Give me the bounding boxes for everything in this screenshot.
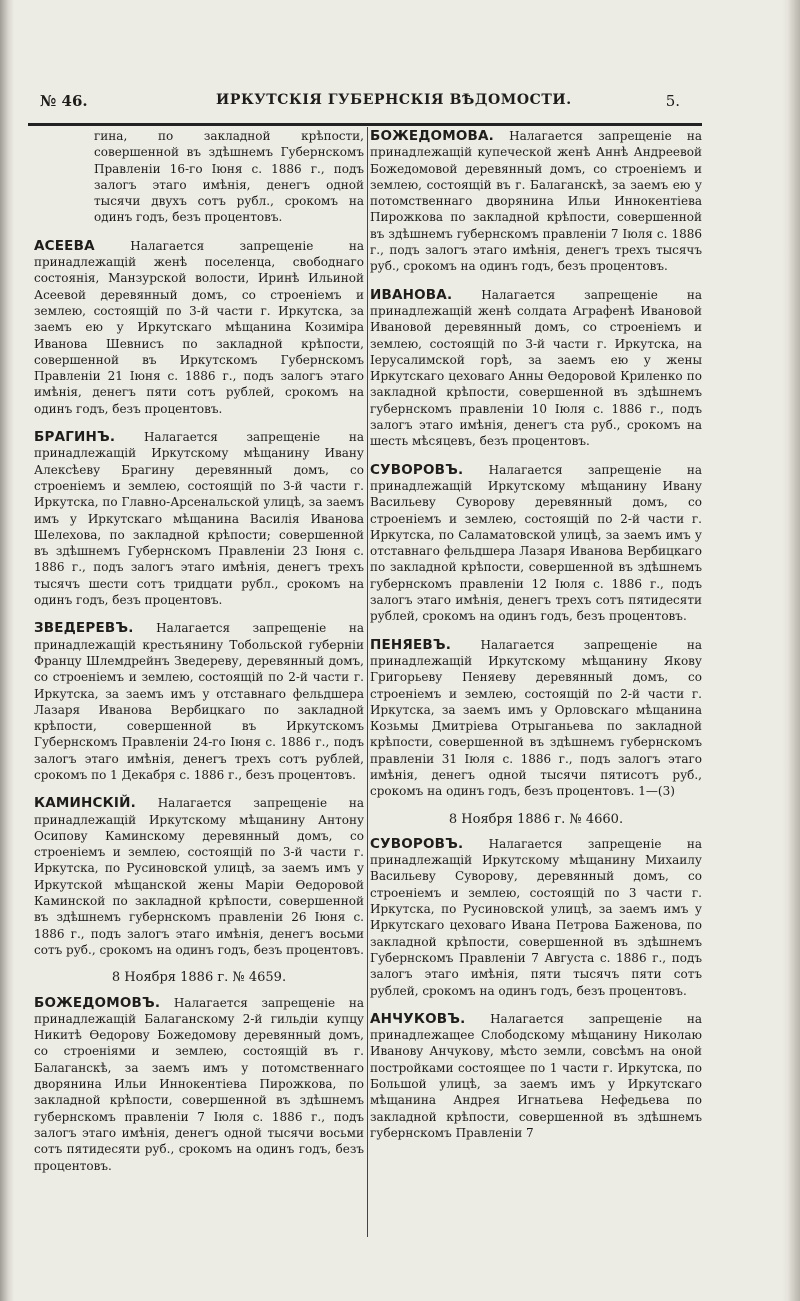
notice-entry	[34, 128, 364, 226]
notice-text: Налагается запрещеніе на принадлежащій Иркутскому мѣщанину Антону Осипову Каминскому деревянный домъ, со строеніемъ и землею, состоящій по 3-й части г. Иркутска, по Русиновской улицѣ, за заемъ имъ у Иркутской мѣщанской жены Маріи Ѳедоровой Каминской по закладной крѣпости, совершенной въ здѣшнемъ губернскомъ правленіи 26 Іюня с. 1886 г., подъ залогъ этаго имѣнія, денегъ восьми сотъ руб., срокомъ на одинъ годъ, безъ процентовъ.	[34, 796, 364, 957]
notice-surname: ПЕНЯЕВЪ.	[370, 636, 452, 653]
notice-entry	[370, 637, 702, 800]
notice-surname: СУВОРОВЪ.	[370, 835, 464, 852]
notice-surname: ЗВЕДЕРЕВЪ.	[34, 620, 134, 637]
page-header	[40, 92, 680, 116]
notice-surname: ИВАНОВА.	[370, 286, 453, 303]
notice-entry	[34, 429, 364, 608]
notice-entry	[370, 128, 702, 275]
notice-entry	[370, 287, 702, 450]
notice-entry	[370, 836, 702, 999]
notice-text: Налагается запрещеніе на принадлежащій Иркутскому мѣщанину Михаилу Васильеву Суворову, деревянный домъ, со строеніемъ и землею, состоящій по 3 части г. Иркутска, по Русиновской улицѣ, за заемъ имъ у Иркутскаго цеховаго Ивана Петрова Баженова, по закладной крѣпости, совершенной въ здѣшнемъ Губернскомъ Правленіи 7 Августа с. 1886 г., подъ залогъ этаго имѣнія, пяти тысячъ пяти сотъ рублей, срокомъ на одинъ годъ, безъ процентовъ.	[370, 836, 702, 998]
notice-surname: БОЖЕДОМОВА.	[370, 128, 494, 144]
left-column	[34, 128, 364, 1186]
notice-entry	[370, 1011, 702, 1141]
notice-surname: АСЕЕВА	[34, 237, 95, 254]
page-edge-left	[0, 0, 14, 1301]
notice-text: Налагается запрещеніе на принадлежащій Балаганскому 2-й гильдіи купцу Никитѣ Ѳедорову Божедомову деревянный домъ, со строеніями и землею, состоящій въ г. Балаганскѣ, за заемъ имъ у потомственнаго дворянина Ильи Иннокентіева Пирожкова, по закладной крѣпости, совершенной въ здѣшнемъ губернскомъ правленіи 7 Іюля с. 1886 г., подъ залогъ этаго имѣнія, денегъ одной тысячи восьми сотъ пятидесяти руб., срокомъ на одинъ годъ, безъ процентовъ.	[34, 995, 364, 1173]
notice-text: Налагается запрещеніе на принадлежащій Иркутскому мѣщанину Ивану Васильеву Суворову деревянный домъ, со строеніемъ и землею, состоящій по 2-й части г. Иркутска, по Саламатовской улицѣ, за заемъ имъ у отставнаго фельдшера Лазаря Иванова Вербицкаго по закладной крѣпости, совершенной въ здѣшнемъ губернскомъ правленіи 12 Іюля с. 1886 г., подъ залогъ этаго имѣнія, денегъ трехъ сотъ пятидесяти рублей, срокомъ на одинъ годъ, безъ процентовъ.	[370, 462, 702, 624]
right-column	[370, 128, 702, 1153]
notice-text: Налагается запрещеніе на принадлежащее Слободскому мѣщанину Николаю Ивановy Анчукову, мѣсто земли, совсѣмъ на оной постройками состоящее по 1 части г. Иркутска, по Большой улицѣ, за заемъ имъ у Иркутскаго мѣщанина Андрея Игнатьева Нефедьева по закладной крѣпости, совершенной въ здѣшнемъ губернскомъ Правленіи 7	[370, 1011, 702, 1140]
notice-text: Налагается запрещеніе на принадлежащій женѣ поселенца, свободнаго состоянія, Манзурской волости, Иринѣ Ильиной Асеевой деревянный домъ, со строеніемъ и землею, состоящій по 3-й части г. Иркутска, за заемъ ею у Иркутскаго мѣщанина Козиміра Ивановa Шевнисъ по закладной крѣпости, совершенной въ Иркутскомъ Губернскомъ Правленіи 21 Іюня с. 1886 г., подъ залогъ этаго имѣнія, денегъ пяти сотъ рублей, срокомъ на одинъ годъ, безъ процентовъ.	[34, 238, 364, 416]
page-number: 5.	[665, 92, 680, 110]
notice-entry	[34, 795, 364, 958]
notice-entry	[34, 238, 364, 417]
notice-surname: СУВОРОВЪ.	[370, 461, 464, 478]
notice-text: Налагается запрещеніе на принадлежащій женѣ солдата Аграфенѣ Ивановой Ивановой деревянный домъ, со строеніемъ и землею, состоящій по 3-й части г. Иркутска, на Іерусалимской горѣ, за заемъ ею у жены Иркутскаго цеховаго Анны Ѳедоровой Криленко по закладной крѣпости, совершенной въ здѣшнемъ губернскомъ правленіи 10 Іюля с. 1886 г., подъ залогъ этаго имѣнія, денегъ ста руб., срокомъ на шесть мѣсяцевъ, безъ процентовъ.	[370, 287, 702, 449]
notice-text: Налагается запрещеніе на принадлежащій крестьянину Тобольской губерніи Францу Шлемдрейнъ Зведереву, деревянный домъ, со строеніемъ и землею, состоящій по 2-й части г. Иркутска, за заемъ имъ у отставнаго фельдшера Лазаря Иванова Вербицкаго по закладной крѣпости, совершенной въ Иркутскомъ Губернскомъ Правленіи 24-го Іюня с. 1886 г., подъ залогъ этаго имѣнія, денегъ трехъ сотъ рублей, срокомъ по 1 Декабря с. 1886 г., безъ процентовъ.	[34, 621, 364, 782]
notice-surname: АНЧУКОВЪ.	[370, 1010, 466, 1027]
newspaper-title: ИРКУТСКІЯ ГУБЕРНСКІЯ ВѢДОМОСТИ.	[216, 92, 572, 108]
page-edge-right	[782, 0, 800, 1301]
header-rule	[28, 123, 702, 126]
column-divider	[367, 127, 368, 1237]
notice-text: Налагается запрещеніе на принадлежащій Иркутскому мѣщанину Якову Григорьеву Пеняеву деревянный домъ, со строеніемъ и землею, состоящій по 2-й части г. Иркутска, за заемъ имъ у Орловскаго мѣщанина Козьмы Дмитріева Отрыганьева по закладной крѣпости, совершенной въ здѣшнемъ губернскомъ правленіи 31 Іюля с. 1886 г., подъ залогъ этаго имѣнія, денегъ одной тысячи пятисотъ руб., срокомъ на одинъ годъ, безъ процентовъ. 1—(3)	[370, 637, 702, 799]
notice-surname: КАМИНСКІЙ.	[34, 795, 136, 812]
notice-date-number: 8 Ноября 1886 г. № 4660.	[448, 811, 624, 827]
notice-surname: БОЖЕДОМОВЪ.	[34, 994, 161, 1011]
notice-entry	[34, 995, 364, 1174]
notice-entry	[370, 462, 702, 625]
notice-date-number: 8 Ноября 1886 г. № 4659.	[111, 970, 287, 986]
notice-text: Налагается запрещеніе на принадлежащій Иркутскому мѣщанину Ивану Алексѣеву Брагину деревянный домъ, со строеніемъ и землею, состоящій по 3-й части г. Иркутска, по Главно-Арсенальской улицѣ, за заемъ имъ у Иркутскаго мѣщанина Василія Иванова Шелехова, по закладной крѣпости; совершенной въ здѣшнемъ Губернскомъ Правленіи 23 Іюня с. 1886 г., подъ залогъ этаго имѣнія, денегъ трехъ тысячъ шести сотъ тридцати рубл., срокомъ на одинъ годъ, безъ процентовъ.	[34, 430, 364, 608]
notice-entry	[34, 620, 364, 783]
notice-text: гина, по закладной крѣпости, совершенной въ здѣшнемъ Губернскомъ Правленіи 16-го Іюня с. 1886 г., подъ залогъ этаго имѣнія, денегъ одной тысячи двухъ сотъ рубл., срокомъ на одинъ годъ, безъ процентовъ.	[94, 129, 364, 225]
issue-number: № 46.	[40, 92, 88, 110]
notice-surname: БРАГИНЪ.	[34, 429, 116, 446]
notice-text: Налагается запрещеніе на принадлежащій купеческой женѣ Аннѣ Андреевой Божедомовой деревянный домъ, со строеніемъ и землею, состоящій въ г. Балаганскѣ, за заемъ ею у потомственнаго дворянина Ильи Иннокентіева Пирожкова по закладной крѣпости, совершенной въ здѣшнемъ губернскомъ правленіи 7 Іюля с. 1886 г., подъ залогъ этаго имѣнія, денегъ трехъ тысячъ руб., срокомъ на одинъ годъ, безъ процентовъ.	[370, 129, 702, 274]
